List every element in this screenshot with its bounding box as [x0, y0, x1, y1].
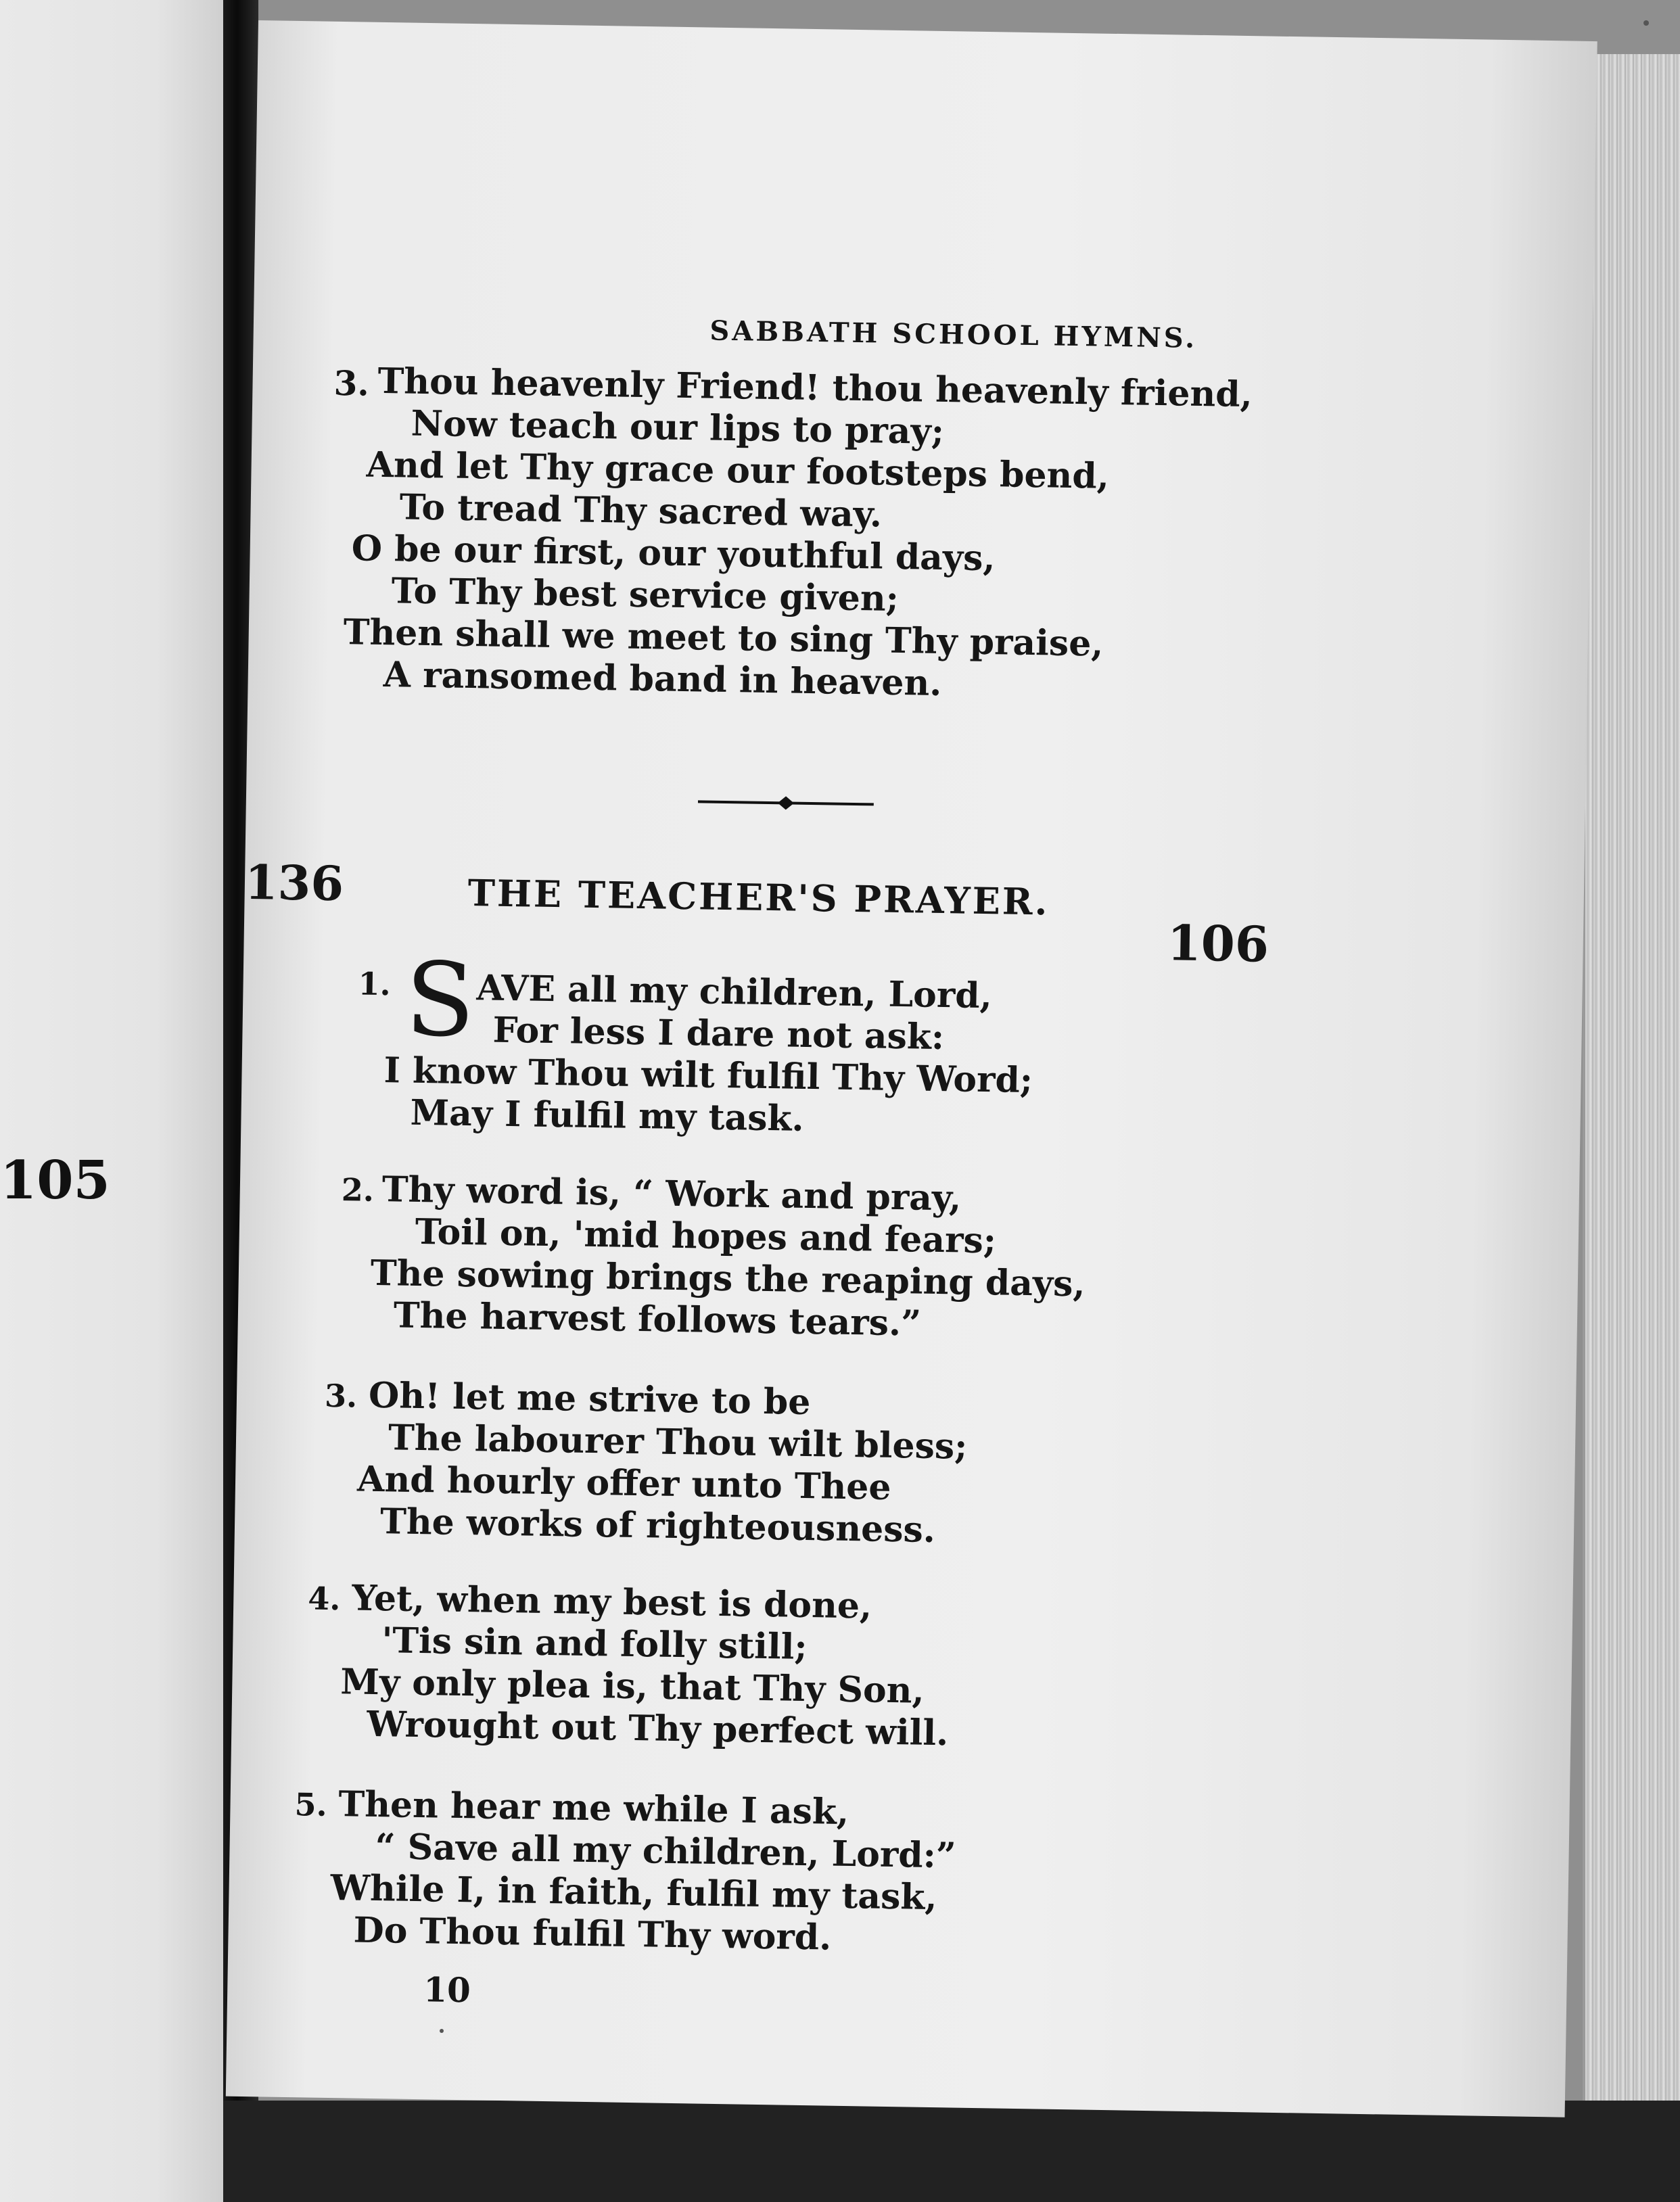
left-facing-page [0, 0, 223, 2202]
verse-number: 2. [341, 1171, 375, 1209]
verse-line: Toil on, 'mid hopes and fears; [415, 1211, 997, 1262]
verse-line: The labourer Thou wilt bless; [388, 1417, 968, 1468]
verse-line: Then shall we meet to sing Thy praise, [343, 611, 1104, 665]
verse-number: 4. [307, 1580, 341, 1618]
verse-number: 3. [324, 1377, 358, 1415]
tune-number: 106 [1167, 914, 1269, 973]
verse-line: Yet, when my best is done, [351, 1577, 872, 1627]
verse-line: AVE all my children, Lord, [476, 967, 993, 1017]
left-hymn-number: 105 [0, 1150, 110, 1211]
verse-line: And hourly offer unto Thee [356, 1458, 891, 1508]
scan-speck [440, 2029, 444, 2033]
hymn-title: THE TEACHER'S PRAYER. [467, 871, 1050, 924]
verse-line: O be our first, our youthful days, [351, 528, 996, 580]
verse-number: 3. [333, 362, 370, 404]
verse-line: Thou heavenly Friend! thou heavenly friend, [377, 360, 1253, 416]
verse-line: Do Thou fulfil Thy word. [353, 1909, 832, 1959]
verse-number: 1. [358, 965, 392, 1003]
verse-line: To Thy best service given; [391, 570, 900, 619]
verse-line: For less I dare not ask: [492, 1009, 945, 1058]
verse-line: Then hear me while I ask, [338, 1783, 849, 1833]
ornament-divider [698, 795, 874, 811]
verse-line: 'Tis sin and folly still; [381, 1620, 808, 1668]
scan-bottom-border [223, 2101, 1680, 2202]
verse-line: Wrought out Thy perfect will. [366, 1703, 949, 1754]
verse-line: And let Thy grace our footsteps bend, [366, 444, 1110, 497]
verse-line: My only plea is, that Thy Son, [340, 1661, 925, 1712]
folio-signature: 10 [423, 1969, 471, 2011]
page-edges [1583, 54, 1680, 2124]
verse-line: Oh! let me strive to be [368, 1374, 811, 1424]
verse-line: The harvest follows tears.” [393, 1294, 922, 1344]
scan-speck [1643, 20, 1649, 26]
verse-line: Thy word is, “ Work and pray, [381, 1169, 962, 1219]
hymn-number: 136 [244, 853, 344, 912]
verse-line: The works of righteousness. [379, 1501, 936, 1551]
hymn-page [226, 20, 1597, 2117]
drop-capital: S [404, 941, 476, 1060]
verse-line: While I, in faith, fulfil my task, [330, 1867, 938, 1919]
verse-line: The sowing brings the reaping days, [370, 1252, 1086, 1305]
verse-line: To tread Thy sacred way. [399, 486, 883, 536]
running-head: SABBATH SCHOOL HYMNS. [709, 314, 1198, 354]
verse-line: “ Save all my children, Lord:” [375, 1826, 957, 1877]
verse-line: I know Thou wilt fulfil Thy Word; [383, 1050, 1033, 1102]
verse-line: A ransomed band in heaven. [383, 654, 942, 704]
verse-number: 5. [294, 1786, 328, 1823]
verse-line: May I fulfil my task. [410, 1092, 805, 1140]
verse-line: Now teach our lips to pray; [411, 402, 945, 452]
